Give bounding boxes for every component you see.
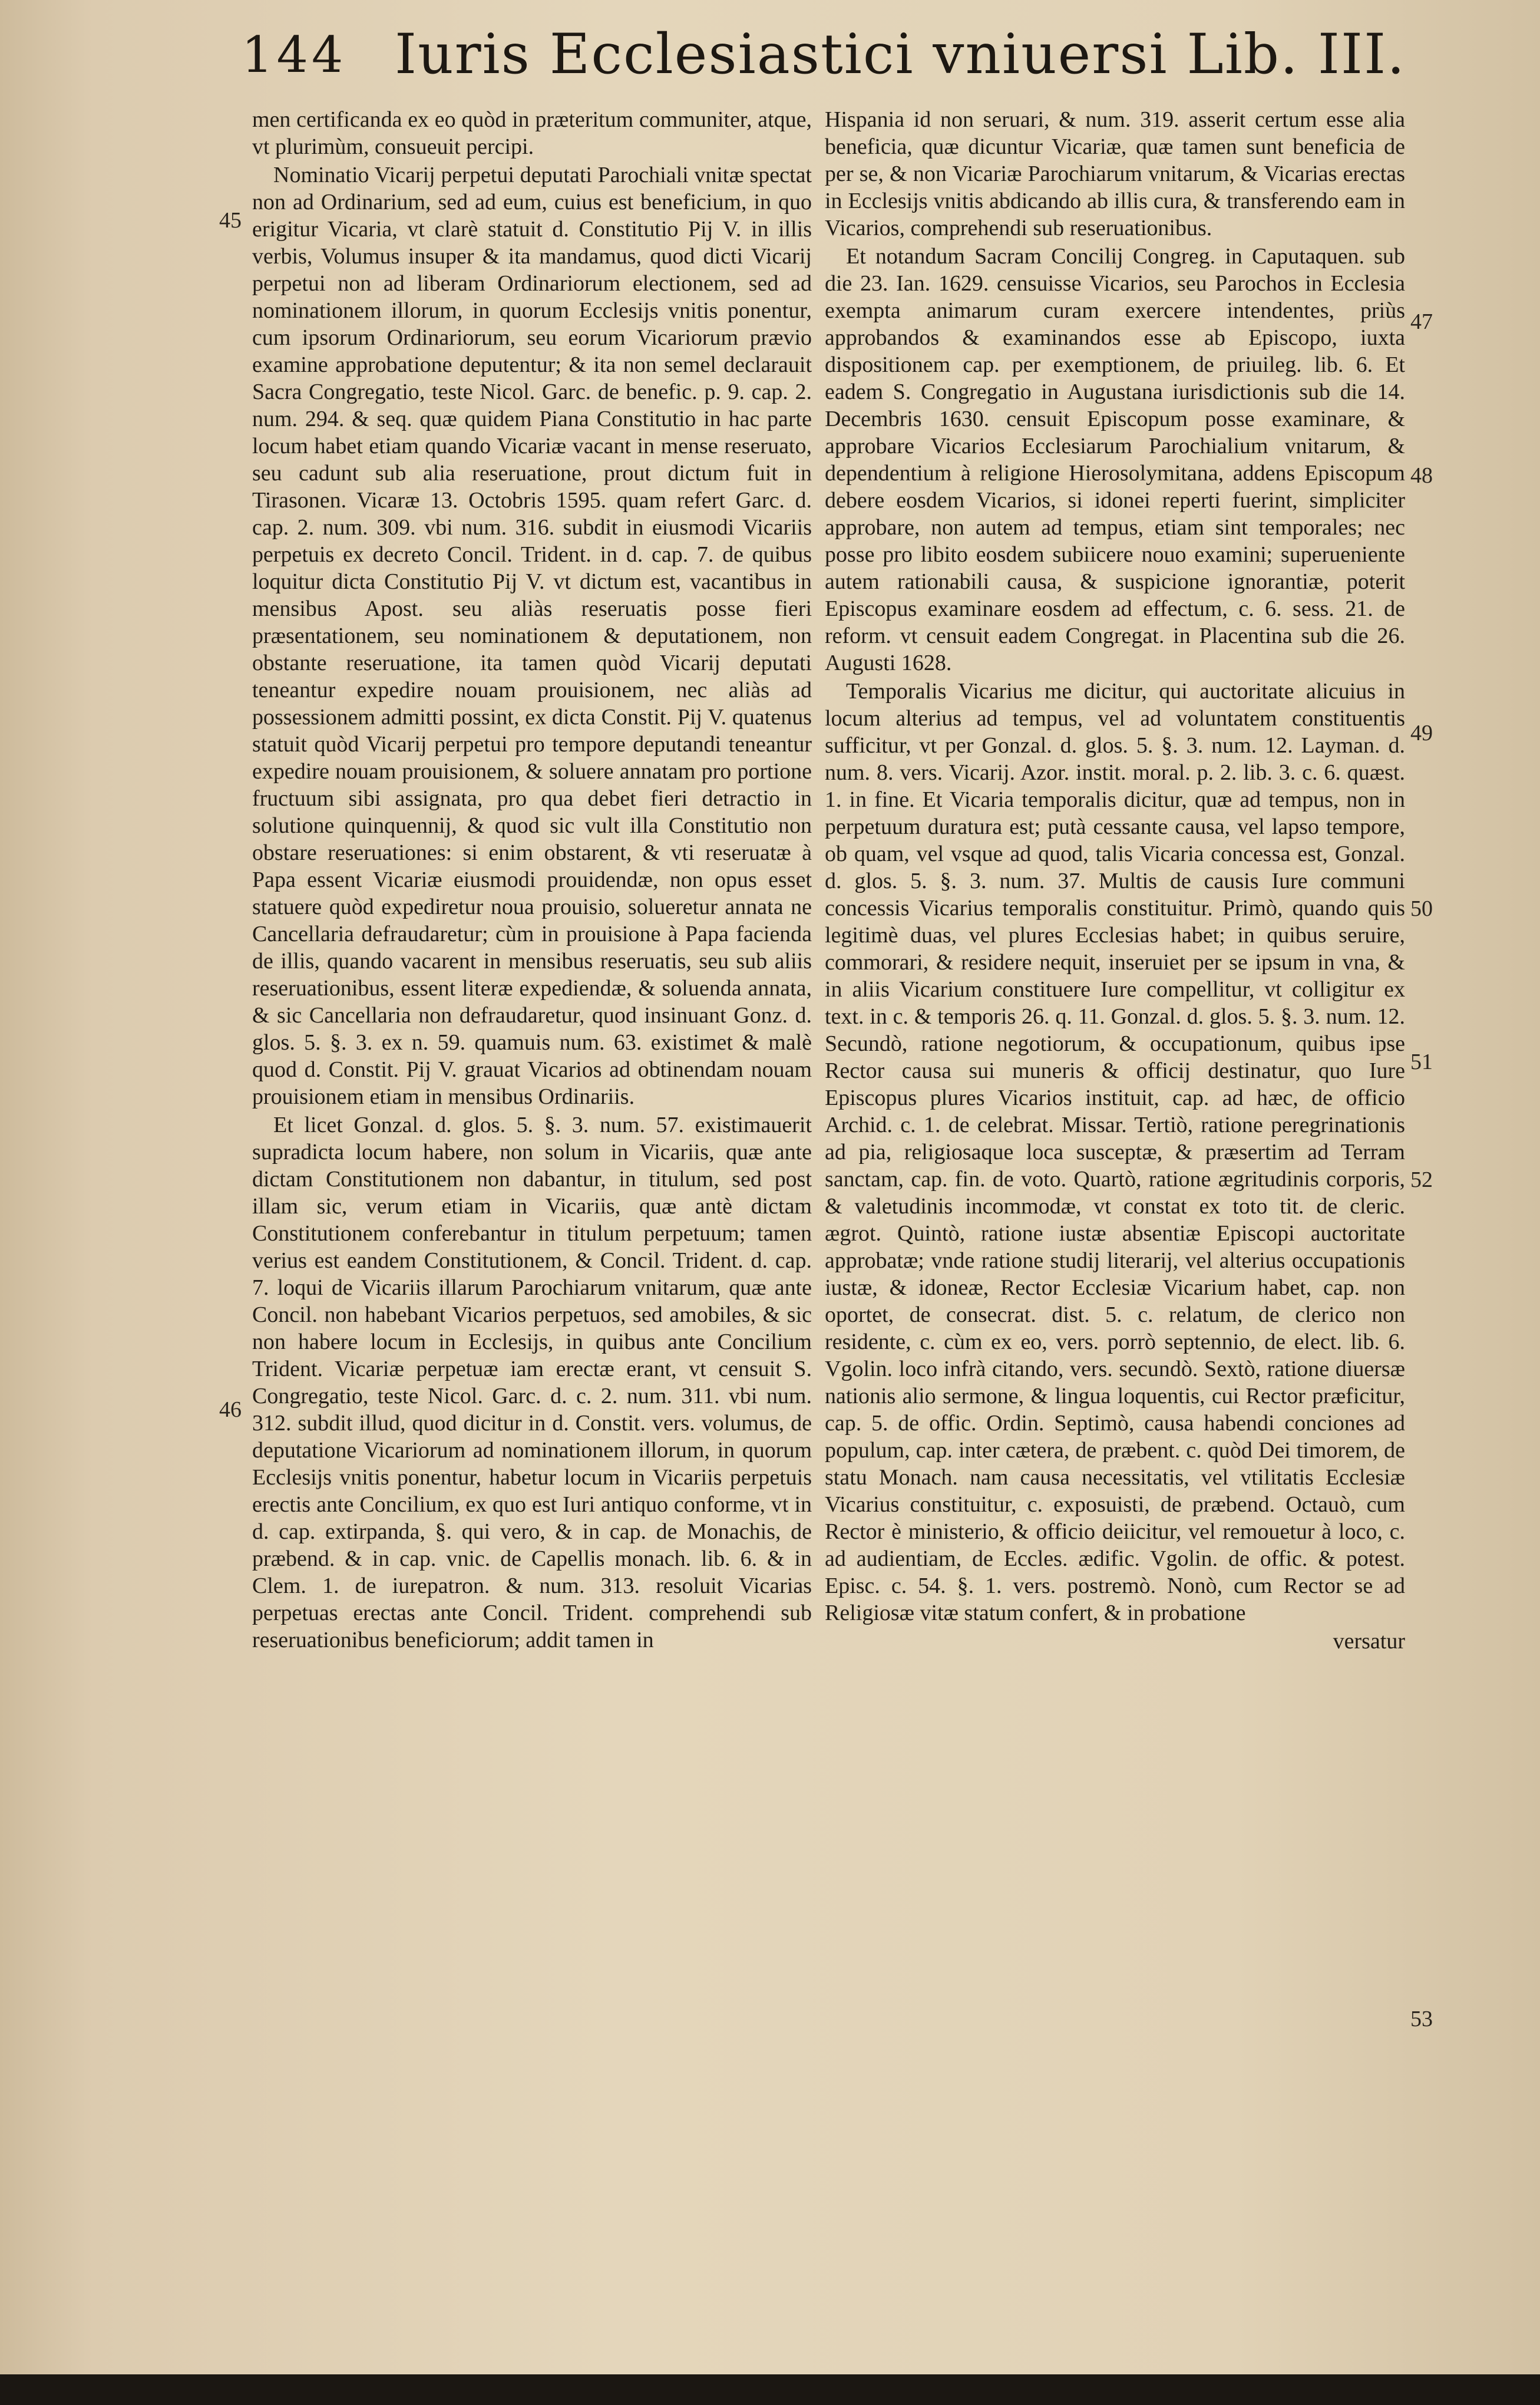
paragraph: Hispania id non seruari, & num. 319. asserit certum esse alia beneficia, quæ dicuntur Vicariæ, quæ tamen sunt beneficia de per se, & non Vicariæ Parochiarum vnitarum, & Vicarias erectas in Ecclesijs vnitis abdicando ab illis cura, & transferendo eam in Vicarios, comprehendi sub reseruationibus. <box>825 107 1405 240</box>
paragraph: Nominatio Vicarij perpetui deputati Parochiali vnitæ spectat non ad Ordinarium, sed ad eum, cuius est beneficium, in quo erigitur Vicaria, vt clarè statuit d. Constitutio Pij V. in illis verbis, Volumus insuper & ita mandamus, quod dicti Vicarij perpetui non ad liberam Ordinariorum electionem, sed ad nominationem illorum, in quorum Ecclesijs vnitis ponentur, cum ipsorum Ordinariorum, seu eorum Vicariorum prævio examine approbatione deputentur; & ita non semel declarauit Sacra Congregatio, teste Nicol. Garc. de benefic. p. 9. cap. 2. num. 294. & seq. quæ quidem Piana Constitutio in hac parte locum habet etiam quando Vicariæ vacant in mense reseruato, seu cadunt sub alia reseruatione, prout dictum fuit in Tirasonen. Vicaræ 13. Octobris 1595. quam refert Garc. d. cap. 2. num. 309. vbi num. 316. subdit in eiusmodi Vicariis perpetuis ex decreto Concil. Trident. in d. cap. 7. de quibus loquitur dicta Constitutio Pij V. vt dictum est, vacantibus in mensibus Apost. seu aliàs reseruatis posse fieri præsentationem, seu nominationem & deputationem, non obstante reseruatione, ita tamen quòd Vicarij deputati teneantur expedire nouam prouisionem, nec aliàs ad possessionem admitti possint, ex dicta Constit. Pij V. quatenus statuit quòd Vicarij perpetui pro tempore deputandi teneantur expedire nouam prouisionem, & soluere annatam pro portione fructuum sibi assignata, pro qua debet fieri detractio in solutione quinquennij, & quod sic vult illa Constitutio non obstare reseruationes: si enim obstarent, & vti reseruatæ à Papa essent Vicariæ eiusmodi prouidendæ, non opus esset statuere quòd expediretur noua prouisio, solueretur annata ne Cancellaria defraudaretur; cùm in prouisione à Papa facienda de illis, quando vacarent in mensibus reseruatis, seu sub aliis reseruationibus, essent literæ expediendæ, & soluenda annata, & sic Cancellaria non defraudaretur, quod insinuant Gonz. d. glos. 5. §. 3. ex n. 59. quamuis num. 63. existimet & malè quod d. Constit. Pij V. grauat Vicarios ad obtinendam nouam prouisionem etiam in mensibus Ordinariis. <box>252 163 812 1109</box>
marginal-number: 46 <box>219 1397 242 1422</box>
marginal-number: 52 <box>1410 1167 1433 1192</box>
paragraph: Temporalis Vicarius me dicitur, qui auctoritate alicuius in locum alterius ad tempus, vel ad voluntatem constituentis sufficitur, vt per Gonzal. d. glos. 5. §. 3. num. 12. Layman. d. num. 8. vers. Vicarij. Azor. instit. moral. p. 2. lib. 3. c. 6. quæst. 1. in fine. Et Vicaria temporalis dicitur, quæ ad tempus, non in perpetuum duratura est; putà cessante causa, vel lapso tempore, ob quam, vel vsque ad quod, talis Vicaria concessa est, Gonzal. d. glos. 5. §. 3. num. 37. Multis de causis Iure communi concessis Vicarius temporalis constituitur. Primò, quando quis legitimè duas, vel plures Ecclesias habet; in quibus seruire, commorari, & residere nequit, inseruiet per se ipsum in vna, & in aliis Vicarium constituere Iure compellitur, vt colligitur ex text. in c. & temporis 26. q. 11. Gonzal. d. glos. 5. §. 3. num. 12. Secundò, ratione negotiorum, & occupationum, quibus ipse Rector causa sui muneris & officij destinatur, quo Iure Episcopus plures Vicarios instituit, cap. ad hæc, de officio Archid. c. 1. de celebrat. Missar. Tertiò, ratione peregrinationis ad pia, religiosaque loca susceptæ, & præsertim ad Terram sanctam, cap. fin. de voto. Quartò, ratione ægritudinis corporis, & valetudinis incommodæ, vt constat ex toto tit. de cleric. ægrot. Quintò, ratione iustæ absentiæ Episcopi auctoritate approbatæ; vnde ratione studij literarij, vel alterius occupationis iustæ, & idoneæ, Rector Ecclesiæ Vicarium habet, cap. non oportet, de consecrat. dist. 5. c. relatum, de clerico non residente, c. cùm ex eo, vers. porrò septennio, de elect. lib. 6. Vgolin. loco infrà citando, vers. secundò. Sextò, ratione diuersæ nationis alio sermone, & lingua loquentis, cui Rector præficitur, cap. 5. de offic. Ordin. Septimò, causa habendi conciones ad populum, cap. inter cætera, de præbent. c. quòd Dei timorem, de statu Monach. nam causa necessitatis, vel vtilitatis Ecclesiæ Vicarius constituitur, c. exposuisti, de præbend. Octauò, cum Rector è ministerio, & officio deiicitur, vel remouetur à loco, c. ad audientiam, de Eccles. ædific. Vgolin. de offic. & potest. Episc. c. 54. §. 1. vers. postremò. Nonò, cum Rector se ad Religiosæ vitæ statum confert, & in probatione <box>825 679 1405 1625</box>
page-header <box>242 22 1406 87</box>
page-number: 144 <box>242 26 347 84</box>
scan-edge <box>0 2374 1540 2405</box>
marginal-number: 48 <box>1410 463 1433 488</box>
paragraph: Et notandum Sacram Concilij Congreg. in Caputaquen. sub die 23. Ian. 1629. censuisse Vicarios, seu Parochos in Ecclesia exempta animarum curam exercere intendentes, priùs approbandos & examinandos esse ab Episcopo, iuxta dispositionem cap. per exemptionem, de priuileg. lib. 6. Et eadem S. Congregatio in Augustana iurisdictionis sub die 14. Decembris 1630. censuit Episcopum posse examinare, & approbare Vicarios Ecclesiarum Parochialium vnitarum, & dependentium à religione Hierosolymitana, addens Episcopum debere eosdem Vicarios, si idonei reperti fuerint, simpliciter approbare, non autem ad tempus, etiam sint temporales; nec posse pro libito eosdem subiicere nouo examini; superueniente autem rationabili causa, & suspicione ignorantiæ, poterit Episcopus examinare eosdem ad effectum, c. 6. sess. 21. de reform. vt censuit eadem Congregat. in Placentina sub die 26. Augusti 1628. <box>825 244 1405 675</box>
left-column <box>252 106 812 1654</box>
right-column <box>825 106 1405 1655</box>
paragraph: men certificanda ex eo quòd in præteritum communiter, atque, vt plurimùm, consueuit percipi. <box>252 107 812 159</box>
marginal-number: 47 <box>1410 309 1433 334</box>
marginal-number: 49 <box>1410 721 1433 745</box>
marginal-number: 45 <box>219 208 242 233</box>
catchword: versatur <box>1333 1629 1405 1654</box>
running-title: Iuris Ecclesiastici vniuersi Lib. III. <box>395 22 1406 87</box>
paragraph: Et licet Gonzal. d. glos. 5. §. 3. num. 57. existimauerit supradicta locum habere, non solum in Vicariis, quæ ante dictam Constitutionem non dabantur, in titulum, sed post illam sic, verum etiam in Vicariis, quæ antè dictam Constitutionem conferebantur in titulum perpetuum; tamen verius est eandem Constitutionem, & Concil. Trident. d. cap. 7. loqui de Vicariis illarum Parochiarum vnitarum, quæ ante Concil. non habebant Vicarios perpetuos, sed amobiles, & sic non habere locum in Ecclesijs, in quibus ante Concilium Trident. Vicariæ perpetuæ iam erectæ erant, vt censuit S. Congregatio, teste Nicol. Garc. d. c. 2. num. 311. vbi num. 312. subdit illud, quod dicitur in d. Constit. vers. volumus, de deputatione Vicariorum ad nominationem illorum, in quorum Ecclesijs vnitis ponentur, habetur locum in Vicariis perpetuis erectis ante Concilium, ex quo est Iuri antiquo conforme, vt in d. cap. extirpanda, §. qui vero, & in cap. de Monachis, de præbend. & in cap. vnic. de Capellis monach. lib. 6. & in Clem. 1. de iurepatron. & num. 313. resoluit Vicarias perpetuas erectas ante Concil. Trident. comprehendi sub reseruationibus beneficiorum; addit tamen in <box>252 1113 812 1652</box>
marginal-number: 53 <box>1410 2007 1433 2031</box>
marginal-number: 51 <box>1410 1050 1433 1074</box>
marginal-number: 50 <box>1410 896 1433 921</box>
